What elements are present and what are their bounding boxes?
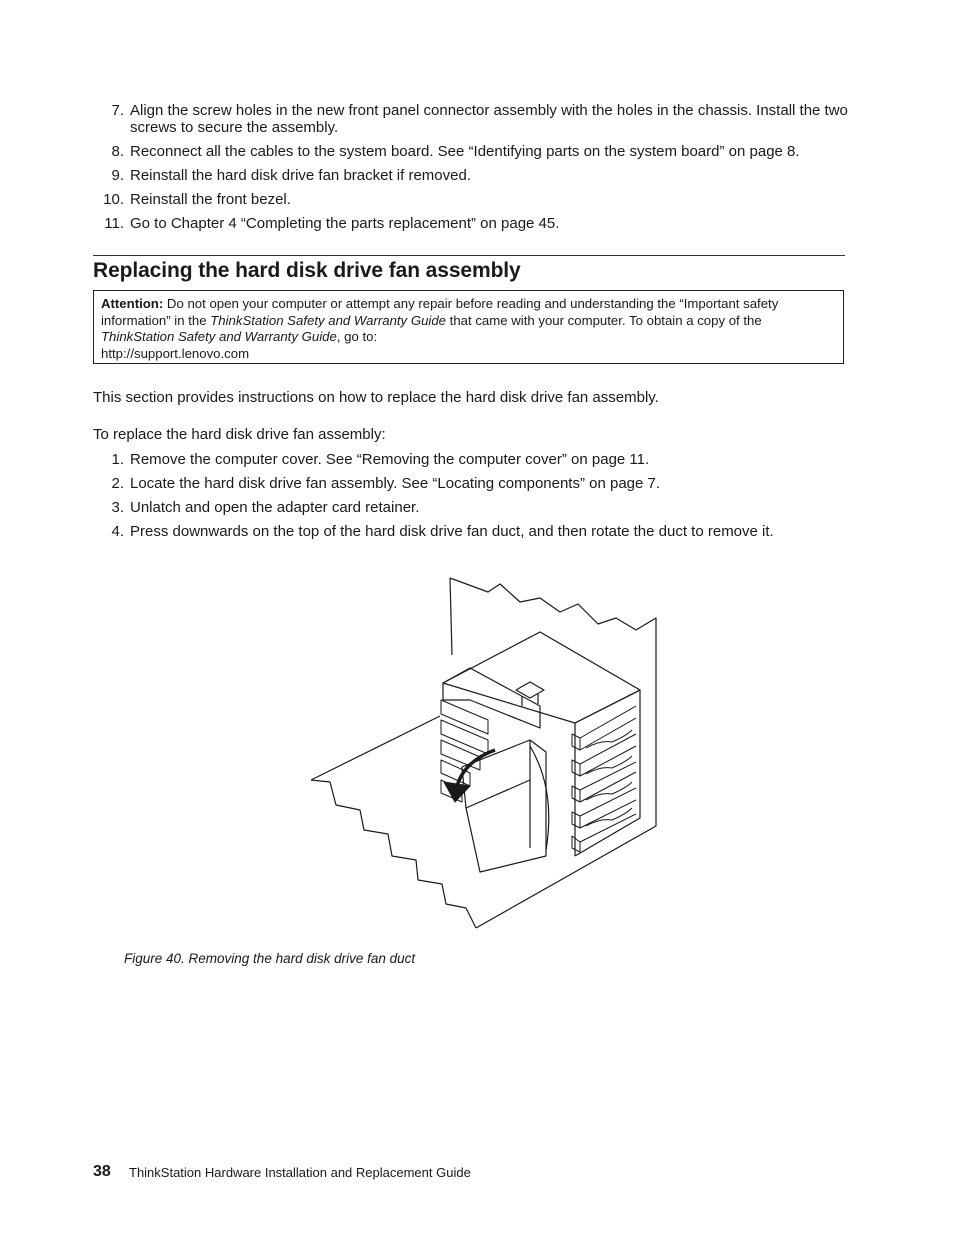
steps-list-bottom [93, 451, 848, 547]
intro-paragraph: This section provides instructions on how to replace the hard disk drive fan assembly. [93, 389, 659, 406]
list-item [93, 523, 848, 540]
steps-list-top [93, 102, 848, 239]
step-number: 10. [103, 191, 124, 208]
attention-text: Do not open your computer or attempt any repair before reading and understanding the “Important safety information” in the [101, 296, 779, 328]
step-text: Reconnect all the cables to the system board. See “Identifying parts on the system board” on page 8. [130, 143, 800, 160]
step-number: 9. [111, 167, 124, 184]
guide-title: ThinkStation Safety and Warranty Guide [210, 312, 447, 328]
list-item [93, 167, 848, 184]
list-item [93, 191, 848, 208]
step-number: 3. [111, 499, 124, 516]
list-item [93, 102, 848, 136]
lead-paragraph: To replace the hard disk drive fan assembly: [93, 426, 386, 443]
guide-title: ThinkStation Safety and Warranty Guide [101, 329, 337, 345]
attention-text: , go to: [336, 329, 378, 345]
footer-title: ThinkStation Hardware Installation and Replacement Guide [129, 1165, 471, 1180]
step-text: Unlatch and open the adapter card retainer. [130, 499, 420, 516]
step-text: Locate the hard disk drive fan assembly. See “Locating components” on page 7. [130, 475, 661, 492]
attention-text: that came with your computer. To obtain a copy of the [446, 312, 762, 328]
step-number: 11. [104, 215, 124, 232]
attention-label: Attention: [101, 296, 164, 311]
step-number: 7. [111, 102, 124, 119]
step-text: Align the screw holes in the new front panel connector assembly with the holes in the chassis. Install the two screws to secure the assembly. [130, 102, 848, 136]
section-title: Replacing the hard disk drive fan assembly [93, 259, 521, 282]
step-number: 8. [111, 143, 124, 160]
step-number: 2. [111, 475, 124, 492]
attention-box [93, 290, 844, 364]
support-link[interactable]: http://support.lenovo.com [101, 346, 250, 362]
step-text: Reinstall the front bezel. [130, 191, 291, 208]
page-number: 38 [93, 1163, 111, 1180]
fan-duct-illustration [300, 570, 670, 935]
section-divider [93, 255, 845, 256]
step-text: Press downwards on the top of the hard disk drive fan duct, and then rotate the duct to remove it. [130, 523, 774, 540]
list-item [93, 499, 848, 516]
list-item [93, 215, 848, 232]
step-text: Remove the computer cover. See “Removing the computer cover” on page 11. [130, 451, 650, 468]
step-number: 1. [111, 451, 124, 468]
step-text: Go to Chapter 4 “Completing the parts replacement” on page 45. [130, 215, 560, 232]
step-number: 4. [111, 523, 124, 540]
list-item [93, 143, 848, 160]
list-item [93, 451, 848, 468]
list-item [93, 475, 848, 492]
figure-caption: Figure 40. Removing the hard disk drive fan duct [124, 951, 416, 966]
step-text: Reinstall the hard disk drive fan bracket if removed. [130, 167, 471, 184]
